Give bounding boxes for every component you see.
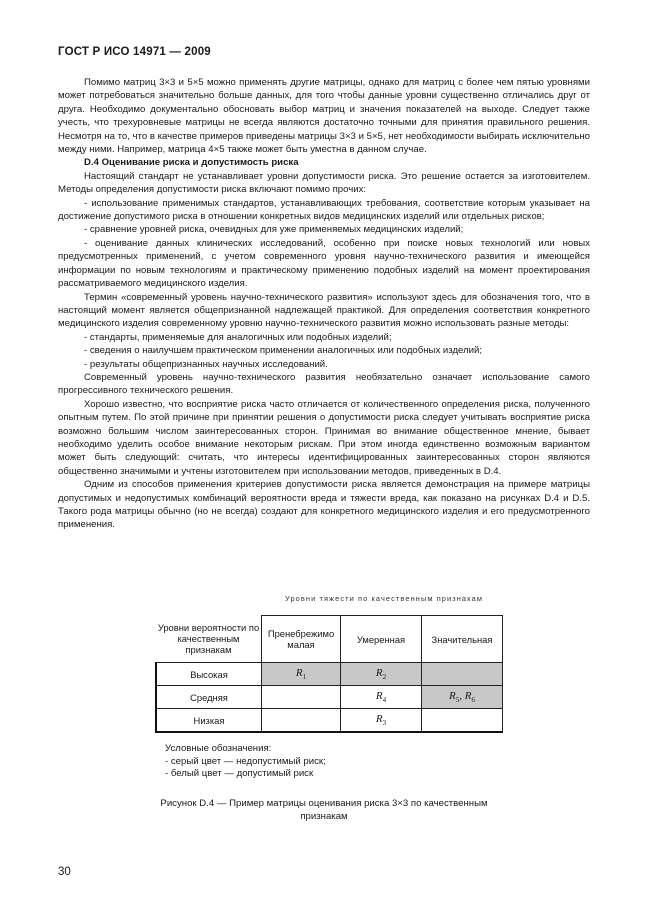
severity-header-negligible: Пренебрежимо малая [262,616,341,663]
figure-caption: Рисунок D.4 — Пример матрицы оценивания риска 3×3 по качественным признакам [160,798,488,822]
row-label-low: Низкая [156,709,262,733]
legend-title: Условные обозначения: [165,743,272,754]
section-title: D.4 Оценивание риска и допустимость риска [84,157,299,169]
severity-caption: Уровни тяжести по качественным признакам [285,594,483,603]
severity-header-moderate: Умеренная [341,616,422,663]
paragraph: Настоящий стандарт не устанавливает уровни допустимости риска. Это решение остается за изготовителем. Методы определения допустимости риска включают помимо прочих: [58,170,590,196]
list-item: - сведения о наилучшем практическом применении аналогичных или подобных изделий; [84,345,483,357]
matrix-cell [422,663,503,686]
matrix-cell [262,686,341,709]
list-item: - использование применимых стандартов, устанавливающих требования, соответствие которым указывает на достижение допустимого риска в отношении конкретных видов медицинских изделий или отдельных рисков; [58,197,590,223]
list-item: - оценивание данных клинических исследований, особенно при поиске новых технологий или новых предусмотренных применений, с учетом современного уровня научно-технического развития и имеющейся информации по новым технологиям и практическому применению подобных изделий на момент проектирования рассматриваемого медицинского изделия. [58,237,590,290]
row-label-high: Высокая [156,663,262,686]
matrix-cell: $R_2$ [341,663,422,686]
list-item: - сравнение уровней риска, очевидных для уже применяемых медицинских изделий; [84,224,464,236]
paragraph: Хорошо известно, что восприятие риска часто отличается от количественного определения риска, полученного опытным путем. По этой причине при принятии решения о допустимости риска следует учитывать восприятие риска возможно большим числом заинтересованных сторон. Принимая во внимание общественное мнение, бывает необходимо уделить особое внимание некоторым рискам. При этом иногда единственно возможным вариантом может быть следующий: считать, что интересы идентифицированных заинтересованных сторон являются общественно значимыми и учтены изготовителем при использовании методов, приведенных в D.4. [58,398,590,477]
legend-white: - белый цвет — допустимый риск [165,768,314,780]
paragraph: Одним из способов применения критериев допустимости риска является демонстрация на примере матрицы допустимых и недопустимых комбинаций вероятности вреда и тяжести вреда, как показано на рисунках D.4 и D.5. Такого рода матрицы обычно (но не всегда) создают для конкретного медицинского изделия и его предусмотренного применения. [58,479,590,531]
paragraph: Термин «современный уровень научно-технического развития» используют здесь для обозначения того, что в настоящий момент является общепризнанной надлежащей практикой. Для определения соответствия конкретного медицинского изделия современному уровню научно-технического развития можно использовать разные методы: [58,291,590,330]
page-number: 30 [58,866,71,878]
row-label-medium: Средняя [156,686,262,709]
matrix-cell: $R_5$, $R_6$ [422,686,503,709]
probability-header: Уровни вероятности по качественным признакам [157,622,260,656]
matrix-cell: $R_1$ [262,663,341,686]
paragraph: Современный уровень научно-технического развития необязательно означает использование самого прогрессивного технического решения. [58,371,590,397]
severity-header-significant: Значительная [422,616,503,663]
matrix-cell: $R_4$ [341,686,422,709]
matrix-cell [262,709,341,733]
legend [165,743,326,781]
list-item: - результаты общепризнанных научных исследований. [84,358,328,370]
document-header: ГОСТ Р ИСО 14971 — 2009 [58,46,211,58]
list-item: - стандарты, применяемые для аналогичных или подобных изделий; [84,331,392,343]
matrix-cell [422,709,503,733]
paragraph: Помимо матриц 3×3 и 5×5 можно применять другие матрицы, однако для матриц с более чем пятью уровнями может потребоваться значительно больше данных, для того чтобы данные уровни существенно отличались друг от друга. Необходимо документально обосновать выбор матриц и значения показателей на выходе. Следует также учесть, что трехуровневые матрицы не всегда являются достаточно точными для принятия правильного решения. Несмотря на то, что в качестве примеров приведены матрицы 3×3 и 5×5, нет необходимости выбирать исключительно между ними. Например, матрица 4×5 также может быть уместна в данном случае. [58,77,590,156]
risk-matrix [155,615,503,733]
matrix-cell: $R_3$ [341,709,422,733]
body-text [58,76,590,532]
legend-gray: - серый цвет — недопустимый риск; [165,755,326,767]
